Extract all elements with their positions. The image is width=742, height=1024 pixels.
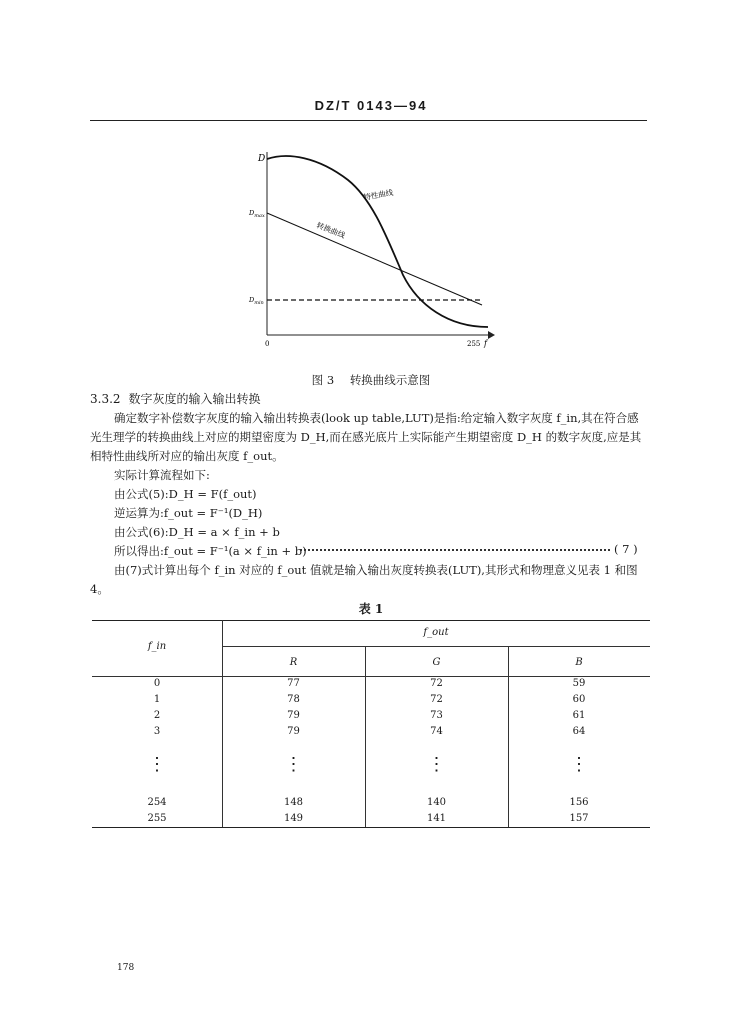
table-cell: 77 <box>287 678 300 689</box>
section-title: 数字灰度的输入输出转换 <box>128 392 261 406</box>
table-cell: 79 <box>287 710 300 721</box>
x-tick-zero: 0 <box>265 340 270 348</box>
table-cell: 60 <box>572 694 586 705</box>
conversion-line <box>267 213 482 305</box>
table-bottom-rule <box>92 827 650 828</box>
table-top-rule <box>92 620 650 621</box>
table-cell: 157 <box>569 813 589 824</box>
header-rule <box>90 120 647 121</box>
table-cell: 64 <box>572 726 586 737</box>
table-cell: ⋮ <box>148 754 166 775</box>
table-cell: 140 <box>426 797 447 808</box>
standard-code: DZ/T 0143—94 <box>314 98 428 113</box>
body-paragraph-3: 由(7)式计算出每个 f_in 对应的 f_out 值就是输入输出灰度转换表(LUT),其形式和物理意义见表 1 和图 4。 <box>90 563 638 596</box>
table-cell: 72 <box>430 678 443 689</box>
table-cell: 156 <box>569 797 589 808</box>
x-tick-255: 255 <box>467 340 481 348</box>
section-heading <box>90 390 269 407</box>
formula-3: 由公式(6):D_H = a × f_in + b <box>114 525 280 539</box>
section-number: 3.3.2 <box>90 392 121 406</box>
table-cell: 3 <box>153 726 161 737</box>
y-tick-dmin: $D_{min}$ <box>249 296 264 306</box>
table-cell: 59 <box>572 678 586 689</box>
table-group-rule <box>222 646 650 647</box>
conversion-curve-label: 转换曲线 <box>315 220 347 241</box>
table-col-b: B <box>575 657 583 668</box>
table-header-fin: f_in <box>147 641 167 652</box>
table-cell: 255 <box>147 813 167 824</box>
x-axis-label: f <box>484 339 487 348</box>
formula-tag: ( 7 ) <box>614 542 638 556</box>
table-cell: ⋮ <box>427 754 446 775</box>
formula-1: 由公式(5):D_H = F(f_out) <box>114 487 257 501</box>
formula-leader-dots <box>300 549 610 551</box>
table-col-g: G <box>432 657 441 668</box>
figure-number: 图 3 <box>311 373 335 387</box>
page-number: 178 <box>117 963 135 973</box>
table-header-fout: f_out <box>423 627 449 638</box>
table-cell: ⋮ <box>284 754 303 775</box>
table-header-rule <box>92 676 650 677</box>
formula-2: 逆运算为:f_out = F⁻¹(D_H) <box>114 506 263 520</box>
characteristic-curve <box>267 156 488 327</box>
table-cell: 0 <box>153 678 161 689</box>
figure-title: 转换曲线示意图 <box>349 373 431 387</box>
table-cell: 2 <box>153 710 161 721</box>
table-cell: 79 <box>287 726 300 737</box>
table-cell: 141 <box>426 813 447 824</box>
y-axis-label: D <box>258 154 266 164</box>
table-cell: 1 <box>153 694 161 705</box>
table-cell: 254 <box>147 797 167 808</box>
table-cell: 74 <box>430 726 443 737</box>
table-cell: 149 <box>283 813 304 824</box>
table-cell: 148 <box>283 797 304 808</box>
table-cell: 72 <box>430 694 443 705</box>
body-paragraph-2: 实际计算流程如下: <box>114 468 210 482</box>
table-col-r: R <box>289 657 298 668</box>
table-cell: 78 <box>287 694 300 705</box>
table-cell: 73 <box>430 710 443 721</box>
table-cell: ⋮ <box>570 754 588 775</box>
figure-caption <box>0 372 742 388</box>
characteristic-curve-label: 特性曲线 <box>362 187 394 202</box>
y-tick-dmax: $D_{max}$ <box>249 209 265 219</box>
table-title: 表 1 <box>358 602 384 616</box>
figure-3-chart <box>248 145 498 355</box>
x-axis-arrow <box>488 331 495 339</box>
formula-4: 所以得出:f_out = F⁻¹(a × f_in + b) <box>114 544 307 558</box>
body-paragraph-1: 确定数字补偿数字灰度的输入输出转换表(look up table,LUT)是指:给定输入数字灰度 f_in,其在符合感光生理学的转换曲线上对应的期望密度为 D_H,而在感光底片上实际能产生期望密度 D_H 的数字灰度,应是其相特性曲线所对应的输出灰度 f_out。 <box>90 411 642 463</box>
table-cell: 61 <box>572 710 586 721</box>
